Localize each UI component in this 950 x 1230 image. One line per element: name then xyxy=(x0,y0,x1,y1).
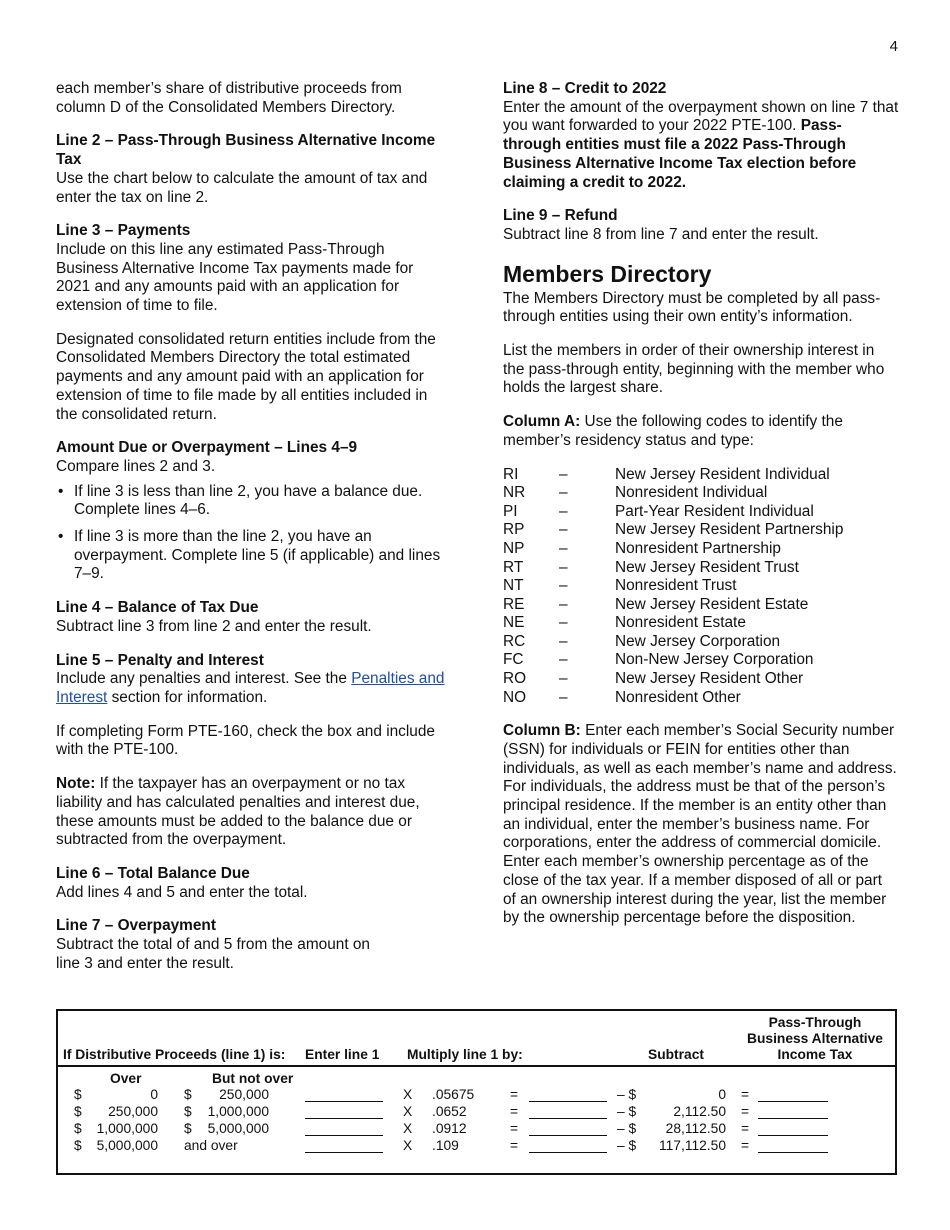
equals-sign: = xyxy=(510,1087,519,1102)
line3-section xyxy=(56,222,446,316)
amount-due-text: Compare lines 2 and 3. xyxy=(56,457,216,475)
code-description: New Jersey Resident Trust xyxy=(615,558,799,576)
code-abbreviation: RI xyxy=(503,465,519,483)
minus-dollar-sign: – $ xyxy=(617,1104,637,1119)
line8-section xyxy=(503,80,899,192)
header-enter-line1: Enter line 1 xyxy=(305,1047,380,1062)
product-blank[interactable] xyxy=(529,1152,607,1153)
code-abbreviation: RC xyxy=(503,632,526,650)
row-rate-value: .05675 xyxy=(432,1087,475,1102)
line9-text: Subtract line 8 from line 7 and enter the result. xyxy=(503,225,819,243)
residency-code-row xyxy=(503,503,899,522)
multiply-sign: X xyxy=(403,1138,413,1153)
amount-due-bullets xyxy=(56,483,446,585)
dollar-sign: $ xyxy=(184,1087,192,1102)
code-abbreviation: RT xyxy=(503,558,524,576)
dollar-sign: $ xyxy=(184,1121,192,1136)
product-blank[interactable] xyxy=(529,1101,607,1102)
bullet-item: • If line 3 is less than line 2, you have a balance due. Complete lines 4–6. xyxy=(56,483,446,520)
tax-result-blank[interactable] xyxy=(758,1152,828,1153)
code-description: New Jersey Resident Estate xyxy=(615,595,809,613)
row-not-over-value: 250,000 xyxy=(219,1087,269,1102)
residency-code-row xyxy=(503,540,899,559)
code-description: Nonresident Trust xyxy=(615,577,737,595)
row-subtract-value: 2,112.50 xyxy=(673,1104,726,1119)
code-dash: – xyxy=(559,595,568,613)
line7-section xyxy=(56,917,446,973)
code-dash: – xyxy=(559,539,568,557)
code-dash: – xyxy=(559,632,568,650)
code-description: Non-New Jersey Corporation xyxy=(615,651,814,669)
enter-line1-blank[interactable] xyxy=(305,1118,383,1119)
line2-section xyxy=(56,132,446,207)
line6-text: Add lines 4 and 5 and enter the total. xyxy=(56,883,308,901)
code-dash: – xyxy=(559,651,568,669)
code-abbreviation: NO xyxy=(503,688,527,706)
right-column xyxy=(503,80,899,943)
members-directory-title: Members Directory xyxy=(503,260,712,287)
equals-sign: = xyxy=(741,1121,750,1136)
residency-code-row xyxy=(503,521,899,540)
line8-heading: Line 8 – Credit to 2022 xyxy=(503,80,667,97)
row-over-value: 250,000 xyxy=(108,1104,158,1119)
row-over-value: 5,000,000 xyxy=(96,1138,158,1153)
residency-code-row xyxy=(503,689,899,708)
code-description: Nonresident Estate xyxy=(615,614,746,632)
code-description: New Jersey Resident Individual xyxy=(615,465,830,483)
line7-heading: Line 7 – Overpayment xyxy=(56,917,216,935)
line6-section xyxy=(56,865,446,902)
line5-text: Include any penalties and interest. See the Penalties and Interest section for information. xyxy=(56,670,445,706)
dollar-sign: $ xyxy=(74,1087,82,1102)
multiply-sign: X xyxy=(403,1104,413,1119)
line3-text: Include on this line any estimated Pass-Through Business Alternative Income Tax payments made for 2021 and any amounts paid with an application for extension of time to file. xyxy=(56,240,414,315)
minus-dollar-sign: – $ xyxy=(617,1138,637,1153)
equals-sign: = xyxy=(741,1138,750,1153)
pte160-paragraph: If completing Form PTE-160, check the box and include with the PTE-100. xyxy=(56,722,435,759)
code-dash: – xyxy=(559,484,568,502)
header-result: Pass-Through Business Alternative Income Tax xyxy=(747,1015,883,1062)
residency-codes-list xyxy=(503,466,899,708)
row-rate-value: .109 xyxy=(432,1138,459,1153)
row-subtract-value: 0 xyxy=(718,1087,726,1102)
line5-section xyxy=(56,652,446,708)
penalties-interest-link[interactable]: Penalties and Interest xyxy=(56,670,445,706)
line5-heading: Line 5 – Penalty and Interest xyxy=(56,651,264,669)
code-abbreviation: RE xyxy=(503,595,525,613)
row-not-over-value: and over xyxy=(184,1138,238,1153)
members-directory-text2: List the members in order of their ownership interest in the pass-through entity, beginning with the member who holds the largest share. xyxy=(503,342,885,397)
enter-line1-blank[interactable] xyxy=(305,1101,383,1102)
column-b-paragraph: Column B: Enter each member’s Social Security number (SSN) for individuals or FEIN for entities other than individuals, as well as each member’s name and address. For individuals, the address must be that of the person’s principal residence. If the member is an entity other than an individual, enter the member’s business name. For corporations, enter the address of commercial domicile. Enter each member’s ownership percentage as of the close of the tax year. If a member disposed of all or part of an ownership interest during the year, list the member by the ownership percentage before the disposition. xyxy=(503,722,897,927)
note-paragraph: Note: If the taxpayer has an overpayment or no tax liability and has calculated penalties and interest due, these amounts must be added to the balance due or subtracted from the overpayment. xyxy=(56,775,420,849)
line4-text: Subtract line 3 from line 2 and enter the result. xyxy=(56,617,372,635)
code-dash: – xyxy=(559,688,568,706)
minus-dollar-sign: – $ xyxy=(617,1121,637,1136)
amount-due-heading: Amount Due or Overpayment – Lines 4–9 xyxy=(56,439,358,457)
line3-heading: Line 3 – Payments xyxy=(56,222,191,240)
minus-dollar-sign: – $ xyxy=(617,1087,637,1102)
product-blank[interactable] xyxy=(529,1135,607,1136)
page-number: 4 xyxy=(889,38,898,55)
code-dash: – xyxy=(559,502,568,520)
code-abbreviation: FC xyxy=(503,651,524,669)
code-dash: – xyxy=(559,670,568,688)
code-dash: – xyxy=(559,521,568,539)
equals-sign: = xyxy=(510,1121,519,1136)
residency-code-row xyxy=(503,577,899,596)
residency-code-row xyxy=(503,633,899,652)
code-description: Part-Year Resident Individual xyxy=(615,502,814,520)
enter-line1-blank[interactable] xyxy=(305,1135,383,1136)
members-directory-text1: The Members Directory must be completed by all pass-through entities using their own entity’s information. xyxy=(503,289,881,326)
line2-text: Use the chart below to calculate the amount of tax and enter the tax on line 2. xyxy=(56,169,428,206)
code-dash: – xyxy=(559,577,568,595)
subheader-but-not-over: But not over xyxy=(212,1071,294,1086)
line4-heading: Line 4 – Balance of Tax Due xyxy=(56,599,259,617)
line9-section xyxy=(503,207,899,244)
code-abbreviation: RP xyxy=(503,521,525,539)
row-over-value: 0 xyxy=(150,1087,158,1102)
column-a-paragraph: Column A: Use the following codes to identify the member’s residency status and type: xyxy=(503,413,843,449)
left-column xyxy=(56,80,446,988)
dollar-sign: $ xyxy=(74,1104,82,1119)
line7-text: Subtract the total of and 5 from the amount on line 3 and enter the result. xyxy=(56,936,370,972)
row-not-over-value: 5,000,000 xyxy=(207,1121,269,1136)
code-abbreviation: NR xyxy=(503,484,526,502)
equals-sign: = xyxy=(510,1138,519,1153)
multiply-sign: X xyxy=(403,1087,413,1102)
code-description: Nonresident Individual xyxy=(615,484,768,502)
residency-code-row xyxy=(503,596,899,615)
code-abbreviation: PI xyxy=(503,502,518,520)
equals-sign: = xyxy=(741,1087,750,1102)
tax-result-blank[interactable] xyxy=(758,1118,828,1119)
header-subtract: Subtract xyxy=(648,1047,704,1062)
row-subtract-value: 117,112.50 xyxy=(658,1138,726,1153)
tax-result-blank[interactable] xyxy=(758,1135,828,1136)
bullet-item: • If line 3 is more than the line 2, you have an overpayment. Complete line 5 (if applicable) and lines 7–9. xyxy=(56,528,446,584)
row-rate-value: .0912 xyxy=(432,1121,467,1136)
row-over-value: 1,000,000 xyxy=(96,1121,158,1136)
dollar-sign: $ xyxy=(74,1138,82,1153)
header-multiply: Multiply line 1 by: xyxy=(407,1047,523,1062)
table-header xyxy=(58,1011,895,1067)
multiply-sign: X xyxy=(403,1121,413,1136)
code-description: Nonresident Other xyxy=(615,688,741,706)
row-subtract-value: 28,112.50 xyxy=(665,1121,726,1136)
code-dash: – xyxy=(559,465,568,483)
code-dash: – xyxy=(559,614,568,632)
residency-code-row xyxy=(503,559,899,578)
code-abbreviation: NE xyxy=(503,614,525,632)
subheader-over: Over xyxy=(110,1071,142,1086)
residency-code-row xyxy=(503,484,899,503)
dollar-sign: $ xyxy=(184,1104,192,1119)
code-description: New Jersey Resident Other xyxy=(615,670,804,688)
residency-code-row xyxy=(503,614,899,633)
line2-heading: Line 2 – Pass-Through Business Alternative Income Tax xyxy=(56,132,436,169)
tax-result-blank[interactable] xyxy=(758,1101,828,1102)
header-proceeds: If Distributive Proceeds (line 1) is: xyxy=(63,1047,286,1062)
residency-code-row xyxy=(503,651,899,670)
amount-due-section xyxy=(56,439,446,584)
designated-paragraph: Designated consolidated return entities include from the Consolidated Members Directory the total estimated payments and any amount paid with an application for extension of time to file made by all entities included in the consolidated return. xyxy=(56,330,436,423)
row-rate-value: .0652 xyxy=(432,1104,467,1119)
line8-text: Enter the amount of the overpayment shown on line 7 that you want forwarded to your 2022 PTE-100. Pass-through entities must file a 2022 Pass-Through Business Alternative Income Tax election before claiming a credit to 2022. xyxy=(503,98,899,191)
enter-line1-blank[interactable] xyxy=(305,1152,383,1153)
code-abbreviation: NP xyxy=(503,539,525,557)
code-description: New Jersey Resident Partnership xyxy=(615,521,844,539)
row-not-over-value: 1,000,000 xyxy=(207,1104,269,1119)
code-description: Nonresident Partnership xyxy=(615,539,781,557)
line4-section xyxy=(56,599,446,636)
code-abbreviation: RO xyxy=(503,670,527,688)
line6-heading: Line 6 – Total Balance Due xyxy=(56,864,250,882)
tax-calculation-table xyxy=(56,1009,897,1175)
residency-code-row xyxy=(503,466,899,485)
code-abbreviation: NT xyxy=(503,577,524,595)
equals-sign: = xyxy=(741,1104,750,1119)
residency-code-row xyxy=(503,670,899,689)
dollar-sign: $ xyxy=(74,1121,82,1136)
intro-paragraph: each member’s share of distributive proceeds from column D of the Consolidated Members Directory. xyxy=(56,80,402,116)
code-description: New Jersey Corporation xyxy=(615,632,781,650)
note-label: Note: xyxy=(56,775,96,793)
code-dash: – xyxy=(559,558,568,576)
equals-sign: = xyxy=(510,1104,519,1119)
product-blank[interactable] xyxy=(529,1118,607,1119)
line9-heading: Line 9 – Refund xyxy=(503,207,618,225)
